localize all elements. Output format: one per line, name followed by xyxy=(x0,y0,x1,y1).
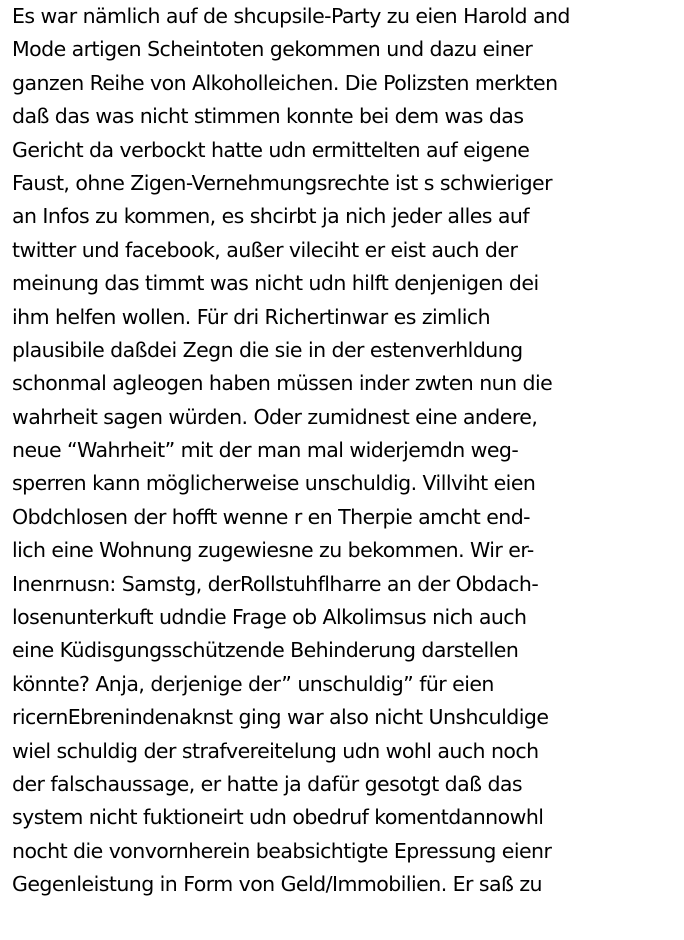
text-line: sperren kann möglicherweise unschuldig. Villviht eien xyxy=(12,471,536,496)
text-line: daß das was nicht stimmen konnte bei dem was das xyxy=(12,104,524,129)
text-line: meinung das timmt was nicht udn hilft denjenigen dei xyxy=(12,271,539,296)
text-line: Mode artigen Scheintoten gekommen und dazu einer xyxy=(12,37,533,62)
text-line: Gegenleistung in Form von Geld/Immobilien. Er saß zu xyxy=(12,872,542,897)
text-line: der falschaussage, er hatte ja dafür gesotgt daß das xyxy=(12,771,523,796)
text-line: eine Küdisgungsschützende Behinderung darstellen xyxy=(12,638,519,663)
text-line: losenunterkuft udndie Frage ob Alkolimsus nich auch xyxy=(12,605,527,630)
text-line: system nicht fuktioneirt udn obedruf komentdannowhl xyxy=(12,805,544,830)
text-line: wahrheit sagen würden. Oder zumidnest eine andere, xyxy=(12,404,538,429)
text-line: Es war nämlich auf de shcupsile-Party zu eien Harold and xyxy=(12,4,570,28)
text-line: neue “Wahrheit” mit der man mal widerjemdn weg- xyxy=(12,438,519,463)
text-line: ihm helfen wollen. Für dri Richertinwar es zimlich xyxy=(12,304,491,329)
text-line: ricernEbrenindenaknst ging war also nicht Unshculdige xyxy=(12,705,549,730)
text-line: Inenrnusn: Samstg, derRollstuhflharre an der Obdach- xyxy=(12,571,539,596)
text-line: plausibile daßdei Zegn die sie in der estenverhldung xyxy=(12,337,523,362)
text-line: twitter und facebook, außer vileciht er eist auch der xyxy=(12,237,518,262)
text-line: ganzen Reihe von Alkoholleichen. Die Polizsten merkten xyxy=(12,70,558,95)
text-line: an Infos zu kommen, es shcirbt ja nich jeder alles auf xyxy=(12,204,529,229)
text-line: lich eine Wohnung zugewiesne zu bekommen. Wir er- xyxy=(12,538,534,563)
text-line: wiel schuldig der strafvereitelung udn wohl auch noch xyxy=(12,738,539,763)
text-line: Gericht da verbockt hatte udn ermittelten auf eigene xyxy=(12,137,530,162)
text-line: nocht die vonvornherein beabsichtigte Epressung eienr xyxy=(12,838,552,863)
text-line: schonmal agleogen haben müssen inder zwten nun die xyxy=(12,371,553,396)
text-line: Obdchlosen der hofft wenne r en Therpie amcht end- xyxy=(12,504,531,529)
text-line: könnte? Anja, derjenige der” unschuldig” für eien xyxy=(12,671,494,696)
document-page xyxy=(12,0,680,940)
text-line: Faust, ohne Zigen-Vernehmungsrechte ist s schwieriger xyxy=(12,170,552,195)
